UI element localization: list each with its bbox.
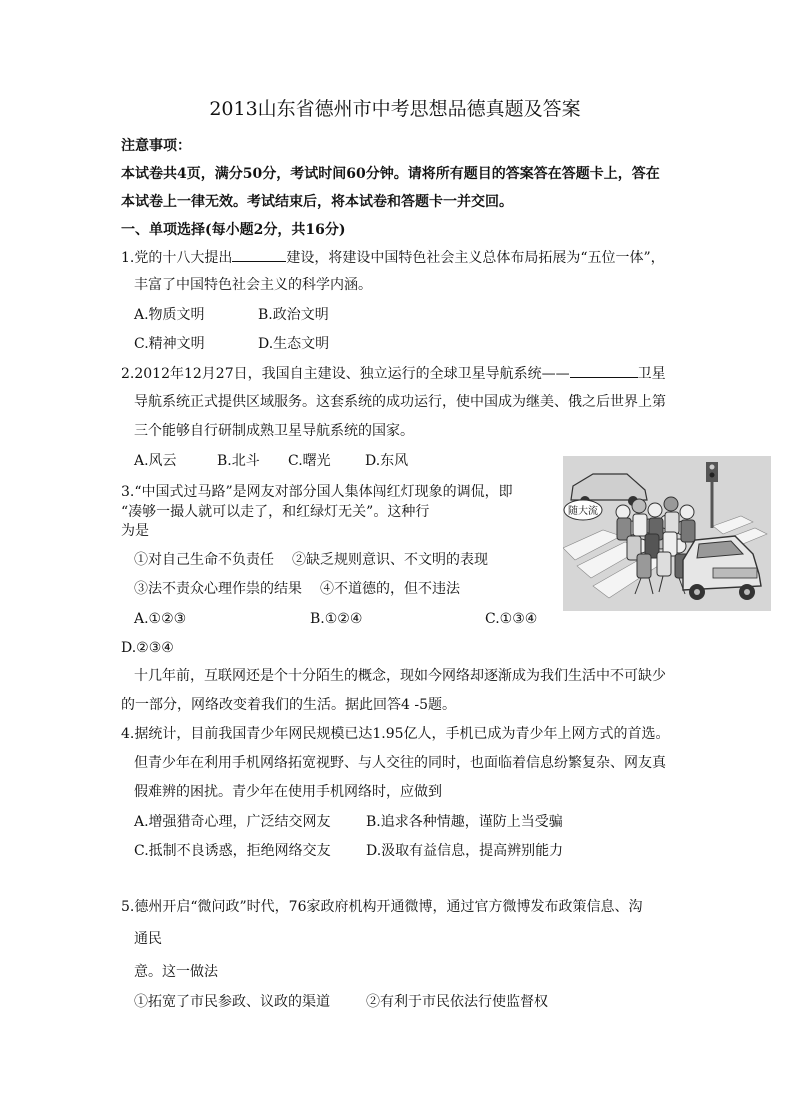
q2-option-a: A.风云 <box>134 453 177 469</box>
q3-stem-line-1: 3.“中国式过马路”是网友对部分国人集体闯红灯现象的调侃，即 <box>121 484 513 500</box>
q4-option-b: B.追求各种情趣，谨防上当受骗 <box>366 814 563 830</box>
q5-statement-1: ①拓宽了市民参政、议政的渠道 <box>134 994 330 1010</box>
notice-line-1: 本试卷共4页，满分50分，考试时间60分钟。请将所有题目的答案答在答题卡上，答在 <box>121 166 660 182</box>
q4-stem-line-1: 4.据统计，目前我国青少年网民规模已达1.95亿人，手机已成为青少年上网方式的首选。 <box>121 726 670 742</box>
q4-option-d: D.汲取有益信息，提高辨别能力 <box>366 843 564 859</box>
q3-option-c: C.①③④ <box>485 611 538 627</box>
q1-answer-blank <box>232 247 286 262</box>
q1-option-d: D.生态文明 <box>258 336 330 352</box>
q4-stem-line-3: 假难辨的困扰。青少年在使用手机网络时，应做到 <box>134 784 442 800</box>
q2-stem-part-a: 2.2012年12月27日，我国自主建设、独立运行的全球卫星导航系统—— <box>121 366 570 382</box>
q2-stem-line-2: 导航系统正式提供区域服务。这套系统的成功运行，使中国成为继美、俄之后世界上第 <box>134 394 666 410</box>
q5-stem-line-3: 意。这一做法 <box>134 964 218 980</box>
section-1-heading: 一、单项选择(每小题2分，共16分) <box>121 222 346 238</box>
q5-statement-2: ②有利于市民依法行使监督权 <box>366 994 548 1010</box>
q2-option-c: C.曙光 <box>288 453 331 469</box>
crossing-road-illustration <box>563 456 771 611</box>
q1-stem-line-2: 丰富了中国特色社会主义的科学内涵。 <box>134 277 372 293</box>
notice-line-2: 本试卷上一律无效。考试结束后，将本试卷和答题卡一并交回。 <box>121 194 513 210</box>
q2-answer-blank <box>570 363 638 378</box>
crossing-road-drawing <box>563 456 771 611</box>
q4-option-a: A.增强猎奇心理，广泛结交网友 <box>134 814 331 830</box>
q2-option-b: B.北斗 <box>217 453 260 469</box>
q1-option-b: B.政治文明 <box>258 307 329 323</box>
page-title: 2013山东省德州市中考思想品德真题及答案 <box>209 98 581 120</box>
q5-stem-line-1: 5.德州开启“微问政”时代，76家政府机构开通微博，通过官方微博发布政策信息、沟 <box>121 899 643 915</box>
q3-stem-line-2: “凑够一撮人就可以走了，和红绿灯无关”。这种行 <box>121 504 430 520</box>
q2-stem-part-b: 卫星 <box>637 366 666 382</box>
q3-statement-4: ④不道德的，但不违法 <box>320 581 460 597</box>
q3-statement-3: ③法不责众心理作祟的结果 <box>134 581 302 597</box>
q3-statement-1: ①对自己生命不负责任 <box>134 552 274 568</box>
q2-stem-line-3: 三个能够自行研制成熟卫星导航系统的国家。 <box>134 423 414 439</box>
q1-stem-part-b: 建设，将建设中国特色社会主义总体布局拓展为“五位一体”， <box>286 250 665 266</box>
illustration-sign-text: 随大流 <box>568 506 598 517</box>
q3-statement-2: ②缺乏规则意识、不文明的表现 <box>292 552 488 568</box>
q1-option-a: A.物质文明 <box>134 307 205 323</box>
q4-option-c: C.抵制不良诱惑，拒绝网络交友 <box>134 843 331 859</box>
q5-stem-line-2: 通民 <box>134 931 162 947</box>
q1-option-c: C.精神文明 <box>134 336 205 352</box>
q3-option-b: B.①②④ <box>310 611 363 627</box>
intro-45-line-1: 十几年前，互联网还是个十分陌生的概念，现如今网络却逐渐成为我们生活中不可缺少 <box>134 668 666 684</box>
q3-stem-line-3: 为是 <box>121 523 149 539</box>
q1-stem-line-1 <box>121 247 665 268</box>
q4-stem-line-2: 但青少年在利用手机网络拓宽视野、与人交往的同时，也面临着信息纷繁复杂、网友真 <box>134 755 666 771</box>
intro-45-line-2: 的一部分，网络改变着我们的生活。据此回答4 -5题。 <box>121 697 456 713</box>
q3-option-a: A.①②③ <box>134 611 187 627</box>
notice-heading: 注意事项： <box>121 138 191 154</box>
q2-option-d: D.东风 <box>365 453 409 469</box>
q1-stem-part-a: 1.党的十八大提出 <box>121 250 233 266</box>
q2-stem-line-1 <box>121 363 666 384</box>
q3-option-d: D.②③④ <box>121 640 174 656</box>
